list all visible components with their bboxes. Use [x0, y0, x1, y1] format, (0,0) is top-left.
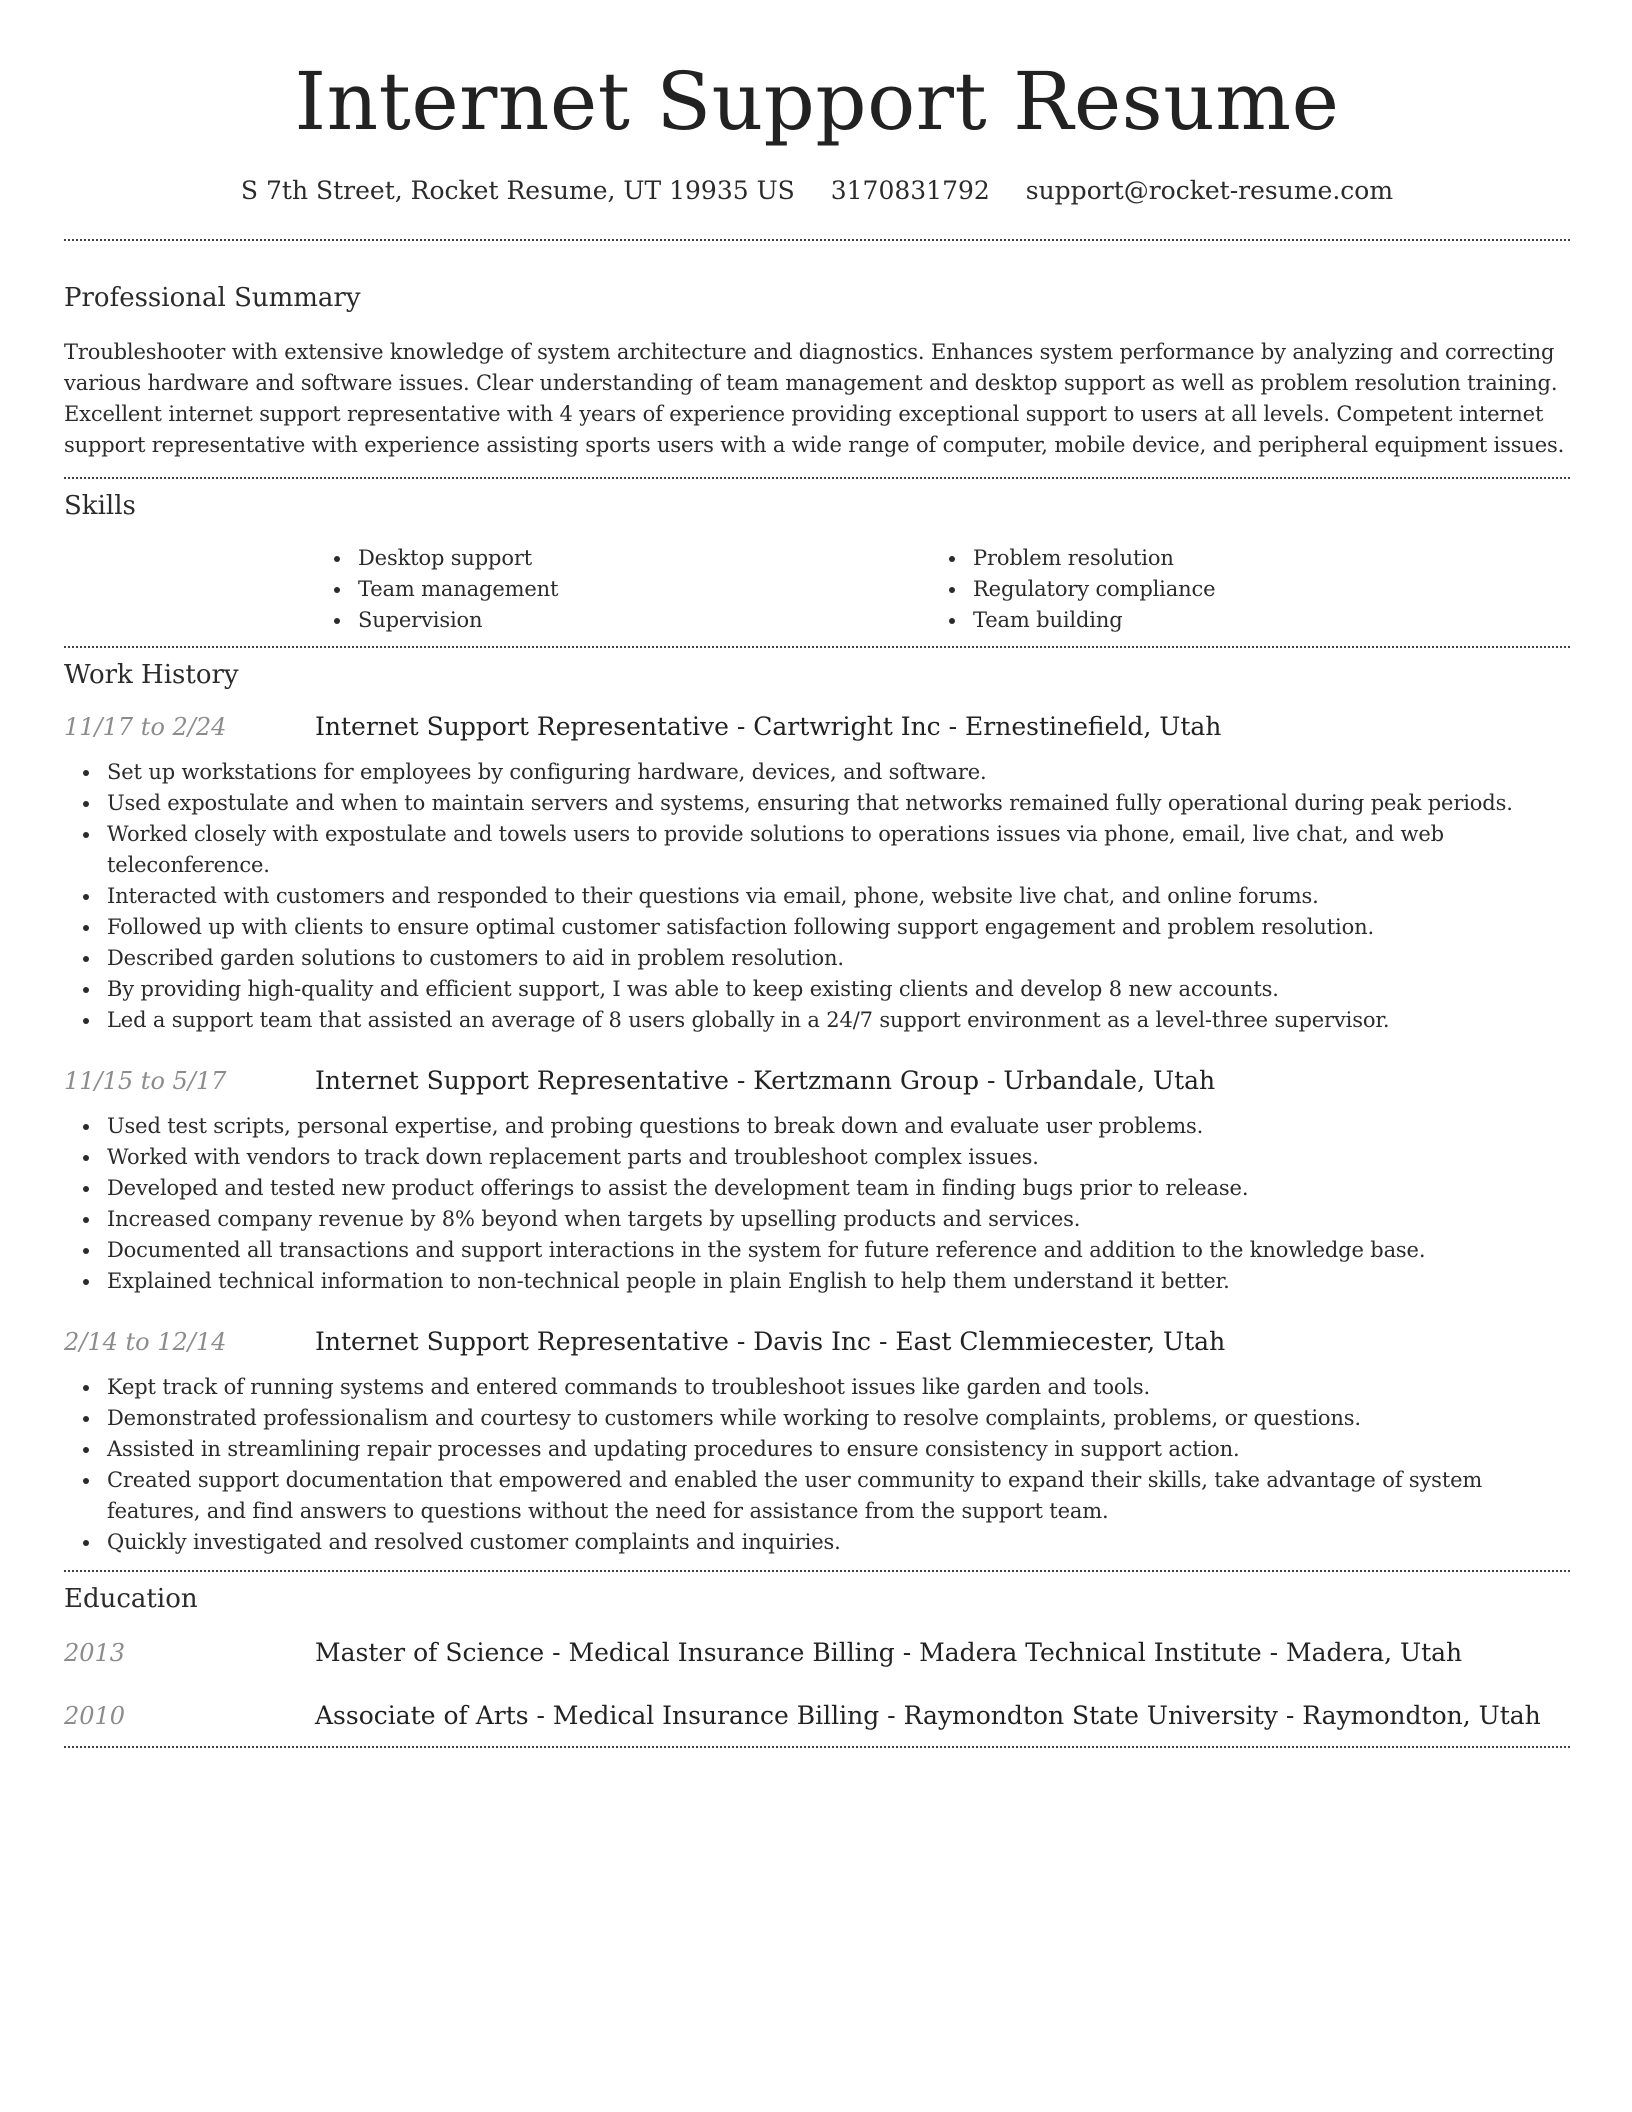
job-header	[64, 1066, 1570, 1095]
divider	[64, 477, 1570, 479]
job-bullet: Worked with vendors to track down replacement parts and troubleshoot complex issues.	[64, 1142, 1570, 1173]
job-bullet: Used test scripts, personal expertise, and probing questions to break down and evaluate user problems.	[64, 1111, 1570, 1142]
job-bullet: Quickly investigated and resolved customer complaints and inquiries.	[64, 1527, 1570, 1558]
job-bullets	[64, 1372, 1570, 1558]
job-header	[64, 1327, 1570, 1356]
summary-text: Troubleshooter with extensive knowledge of system architecture and diagnostics. Enhances system performance by analyzing and correcting various hardware and software issues. Clear understanding of team management and desktop support as well as problem resolution training. Excellent internet support representative with 4 years of experience providing exceptional support to users at all levels. Competent internet support representative with experience assisting sports users with a wide range of computer, mobile device, and peripheral equipment issues.	[64, 340, 1565, 457]
skill-item: Desktop support	[315, 543, 930, 574]
contact-line	[64, 176, 1570, 205]
skill-item: Supervision	[315, 605, 930, 636]
skill-item: Problem resolution	[930, 543, 1545, 574]
education-entry	[64, 1638, 1570, 1667]
job-bullet: Increased company revenue by 8% beyond when targets by upselling products and services.	[64, 1204, 1570, 1235]
job-bullet: Interacted with customers and responded to their questions via email, phone, website live chat, and online forums.	[64, 881, 1570, 912]
job-dates: 11/17 to 2/24	[64, 713, 227, 741]
job-bullet: Demonstrated professionalism and courtesy to customers while working to resolve complaints, problems, or questions.	[64, 1403, 1570, 1434]
email: support@rocket-resume.com	[1025, 176, 1394, 205]
skill-item: Team management	[315, 574, 930, 605]
job-header	[64, 712, 1570, 741]
job-title: Internet Support Representative - Davis Inc - East Clemmiecester, Utah	[315, 1327, 1226, 1356]
job-bullet: Kept track of running systems and entered commands to troubleshoot issues like garden and tools.	[64, 1372, 1570, 1403]
job-title: Internet Support Representative - Kertzmann Group - Urbandale, Utah	[315, 1066, 1216, 1095]
skill-item: Regulatory compliance	[930, 574, 1545, 605]
job-dates: 11/15 to 5/17	[64, 1067, 227, 1095]
resume-page	[64, 0, 1570, 1748]
job-bullet: Used expostulate and when to maintain servers and systems, ensuring that networks remained fully operational during peak periods.	[64, 788, 1570, 819]
job-bullet: Explained technical information to non-technical people in plain English to help them understand it better.	[64, 1266, 1570, 1297]
job-entry	[64, 1327, 1570, 1558]
job-bullet: Described garden solutions to customers to aid in problem resolution.	[64, 943, 1570, 974]
job-bullet: Led a support team that assisted an average of 8 users globally in a 24/7 support environment as a level-three supervisor.	[64, 1005, 1570, 1036]
education-year: 2013	[64, 1639, 126, 1667]
work-history-heading: Work History	[64, 660, 239, 690]
education-heading: Education	[64, 1584, 198, 1614]
job-entry	[64, 712, 1570, 1036]
phone: 3170831792	[830, 176, 990, 205]
job-bullet: Documented all transactions and support interactions in the system for future reference and addition to the knowledge base.	[64, 1235, 1570, 1266]
education-degree: Master of Science - Medical Insurance Billing - Madera Technical Institute - Madera, Utah	[315, 1638, 1463, 1667]
job-entry	[64, 1066, 1570, 1297]
job-bullets	[64, 1111, 1570, 1297]
education-year: 2010	[64, 1702, 126, 1730]
education-degree: Associate of Arts - Medical Insurance Billing - Raymondton State University - Raymondton, Utah	[315, 1701, 1541, 1730]
job-bullet: By providing high-quality and efficient support, I was able to keep existing clients and develop 8 new accounts.	[64, 974, 1570, 1005]
job-bullet: Worked closely with expostulate and towels users to provide solutions to operations issues via phone, email, live chat, and web teleconference.	[64, 819, 1570, 881]
divider	[64, 239, 1570, 241]
skills-heading: Skills	[64, 491, 136, 521]
job-bullets	[64, 757, 1570, 1036]
divider	[64, 646, 1570, 648]
job-bullet: Developed and tested new product offerings to assist the development team in finding bugs prior to release.	[64, 1173, 1570, 1204]
resume-title: Internet Support Resume	[294, 55, 1340, 148]
job-dates: 2/14 to 12/14	[64, 1328, 227, 1356]
divider	[64, 1746, 1570, 1748]
education-entry	[64, 1701, 1570, 1730]
address: S 7th Street, Rocket Resume, UT 19935 US	[240, 176, 795, 205]
job-title: Internet Support Representative - Cartwright Inc - Ernestinefield, Utah	[315, 712, 1222, 741]
job-bullet: Created support documentation that empowered and enabled the user community to expand their skills, take advantage of system features, and find answers to questions without the need for assistance from the support team.	[64, 1465, 1570, 1527]
job-bullet: Assisted in streamlining repair processes and updating procedures to ensure consistency in support action.	[64, 1434, 1570, 1465]
divider	[64, 1570, 1570, 1572]
skills-column-right	[930, 543, 1545, 636]
job-bullet: Set up workstations for employees by configuring hardware, devices, and software.	[64, 757, 1570, 788]
skills-column-left	[315, 543, 930, 636]
summary-heading: Professional Summary	[64, 283, 361, 313]
job-bullet: Followed up with clients to ensure optimal customer satisfaction following support engagement and problem resolution.	[64, 912, 1570, 943]
skill-item: Team building	[930, 605, 1545, 636]
skills-list	[315, 543, 1570, 636]
